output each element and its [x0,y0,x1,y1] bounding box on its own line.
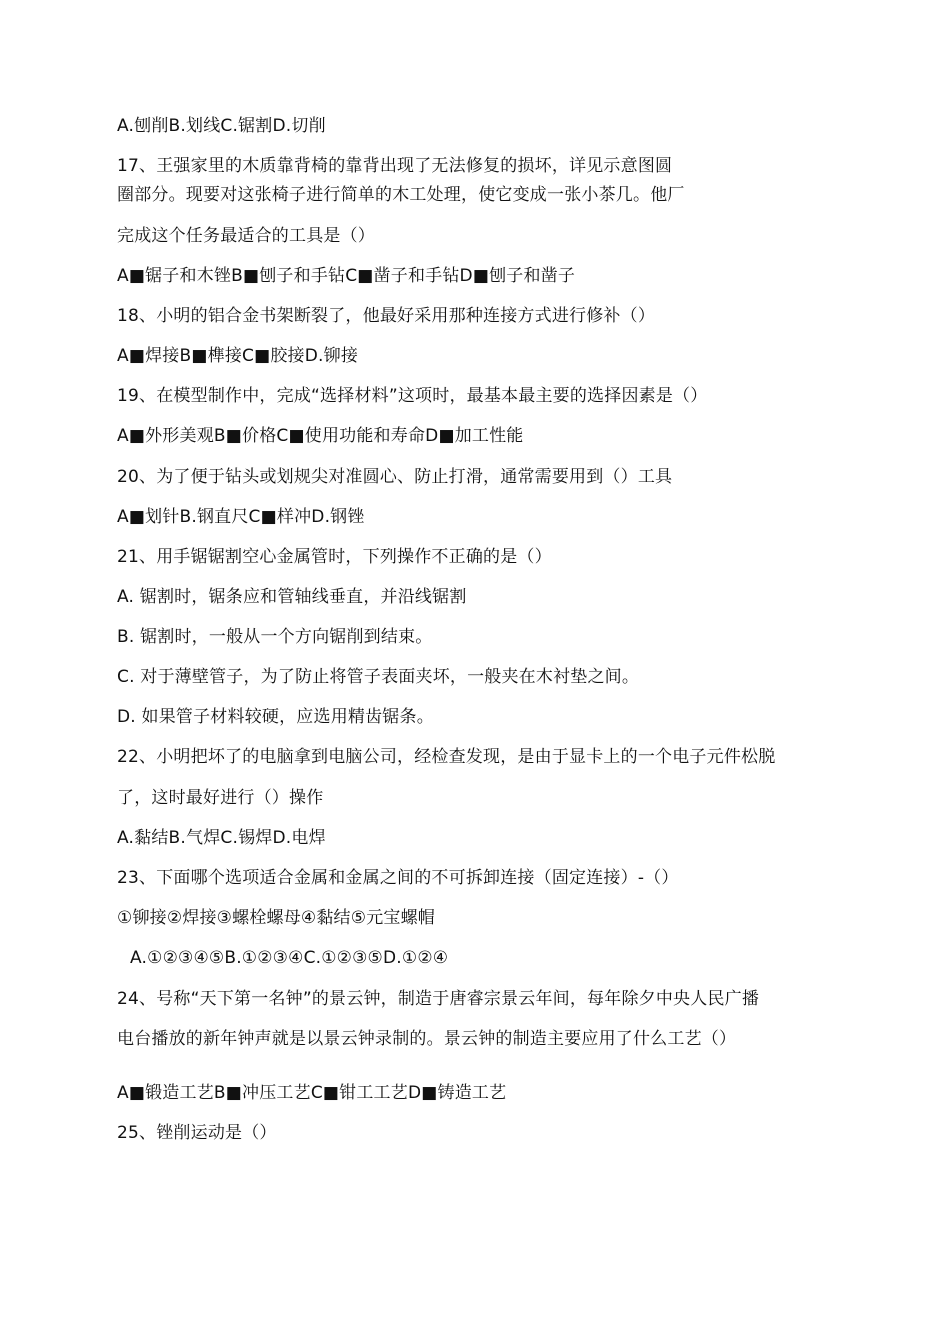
question-21: 21、用手锯锯割空心金属管时，下列操作不正确的是（） [117,547,552,567]
question-24-line-2: 电台播放的新年钟声就是以景云钟录制的。景云钟的制造主要应用了什么工艺（） [117,1029,737,1049]
answer-options-17: A■锯子和木锉B■刨子和手钻C■凿子和手钻D■刨子和凿子 [117,266,576,286]
answer-options-24: A■锻造工艺B■冲压工艺C■钳工工艺D■铸造工艺 [117,1083,507,1103]
option-21-b: B. 锯割时，一般从一个方向锯削到结束。 [117,627,433,647]
option-21-c: C. 对于薄壁管子，为了防止将管子表面夹坏，一般夹在木衬垫之间。 [117,667,640,687]
question-22-line-2: 了，这时最好进行（）操作 [117,788,324,808]
question-19: 19、在模型制作中，完成“选择材料”这项时，最基本最主要的选择因素是（） [117,386,708,406]
option-21-d: D. 如果管子材料较硬，应选用精齿锯条。 [117,707,434,727]
question-17-line-1: 17、王强家里的木质靠背椅的靠背出现了无法修复的损坏，详见示意图圆 [117,156,673,176]
question-23: 23、下面哪个选项适合金属和金属之间的不可拆卸连接（固定连接）-（） [117,868,679,888]
answer-options-22: A.黏结B.气焊C.锡焊D.电焊 [117,828,326,848]
question-23-items: ①铆接②焊接③螺栓螺母④黏结⑤元宝螺帽 [117,908,436,928]
question-22-line-1: 22、小明把坏了的电脑拿到电脑公司，经检查发现，是由于显卡上的一个电子元件松脱 [117,747,776,767]
question-18: 18、小明的铝合金书架断裂了，他最好采用那种连接方式进行修补（） [117,306,656,326]
answer-options-23: A.①②③④⑤B.①②③④C.①②③⑤D.①②④ [130,948,449,968]
question-24-line-1: 24、号称“天下第一名钟”的景云钟，制造于唐睿宗景云年间，每年除夕中央人民广播 [117,989,760,1009]
answer-options-16: A.刨削B.划线C.锯割D.切削 [117,116,326,136]
option-21-a: A. 锯割时，锯条应和管轴线垂直，并沿线锯割 [117,587,467,607]
question-20: 20、为了便于钻头或划规尖对准圆心、防止打滑，通常需要用到（）工具 [117,467,673,487]
answer-options-18: A■焊接B■榫接C■胶接D.铆接 [117,346,359,366]
answer-options-20: A■划针B.钢直尺C■样冲D.钢锉 [117,507,365,527]
answer-options-19: A■外形美观B■价格C■使用功能和寿命D■加工性能 [117,426,524,446]
question-17-line-2: 圈部分。现要对这张椅子进行简单的木工处理，使它变成一张小茶几。他厂 [117,185,685,205]
question-25: 25、锉削运动是（） [117,1123,277,1143]
question-17-line-3: 完成这个任务最适合的工具是（） [117,226,375,246]
